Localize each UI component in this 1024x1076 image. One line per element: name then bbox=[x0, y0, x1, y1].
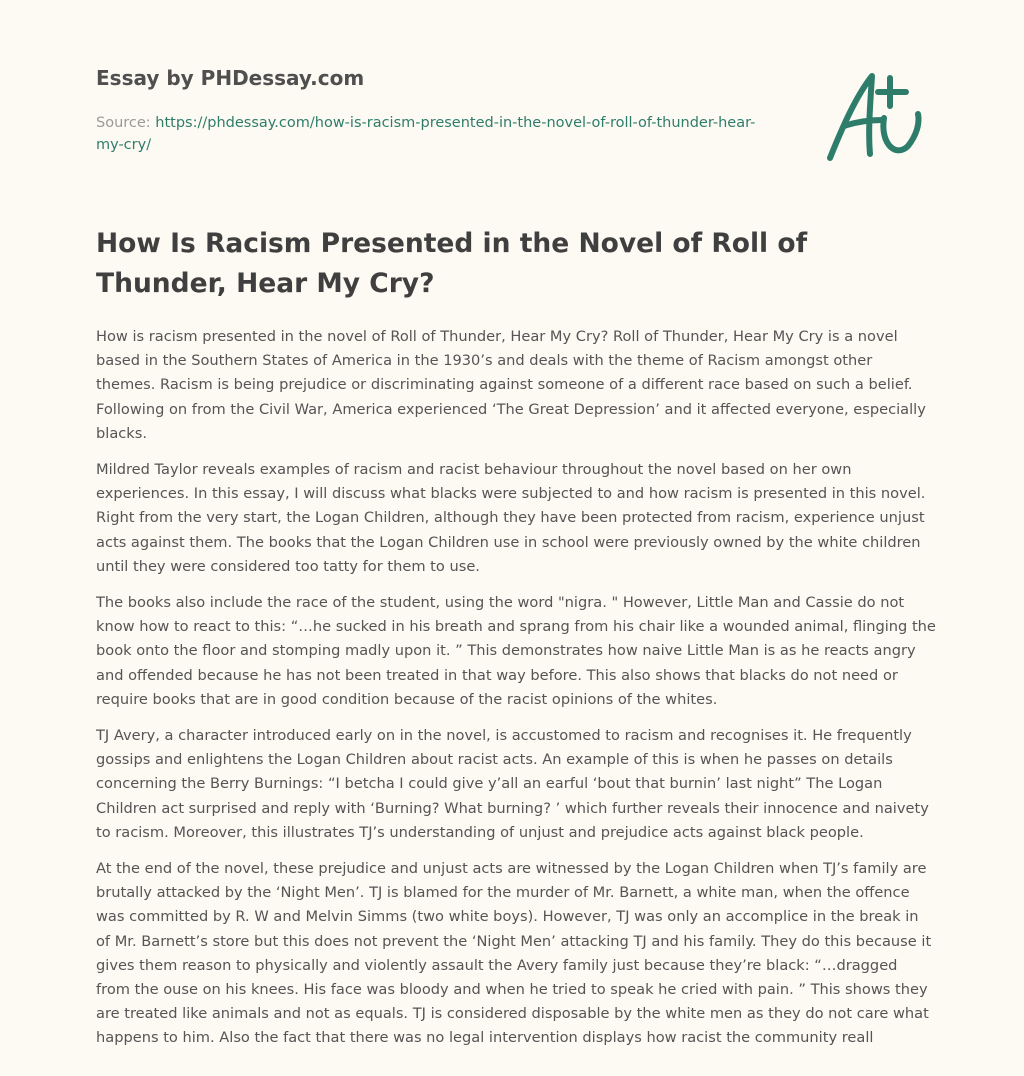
a-plus-grade-icon bbox=[820, 66, 930, 166]
paragraph: At the end of the novel, these prejudice and unjust acts are witnessed by the Logan Children when TJ’s family are brutally attacked by the ‘Night Men’. TJ is blamed for the murder of Mr. Barnett, a white man, when the offence was committed by R. W and Melvin Simms (two white boys). However, TJ was only an accomplice in the break in of Mr. Barnett’s store but this does not prevent the ‘Night Men’ attacking TJ and his family. They do this because it gives them reason to physically and violently assault the Avery family just because they’re black: “…dragged from the ouse on his knees. His face was bloody and when he tried to speak he cried with pain. ” This shows they are treated like animals and not as equals. TJ is considered disposable by the white men as they do not care what happens to him. Also the fact that there was no legal intervention displays how racist the community reall bbox=[96, 860, 932, 1047]
essay-title: How Is Racism Presented in the Novel of Roll of Thunder, Hear My Cry? bbox=[96, 228, 808, 299]
source-line bbox=[96, 112, 756, 156]
source-label: Source: bbox=[96, 115, 151, 131]
paragraph: Mildred Taylor reveals examples of racism and racist behaviour throughout the novel based on her own experiences. In this essay, I will discuss what blacks were subjected to and how racism is presented in this novel. Right from the very start, the Logan Children, although they have been protected from racism, experience unjust acts against them. The books that the Logan Children use in school were previously owned by the white children until they were considered too tatty for them to use. bbox=[96, 461, 926, 575]
essay-body bbox=[96, 325, 936, 1063]
source-link[interactable]: https://phdessay.com/how-is-racism-presented-in-the-novel-of-roll-of-thunder-hear-my-cry/ bbox=[96, 115, 756, 153]
paragraph: TJ Avery, a character introduced early on in the novel, is accustomed to racism and recognises it. He frequently gossips and enlightens the Logan Children about racist acts. An example of this is when he passes on details concerning the Berry Burnings: “I betcha I could give y’all an earful ‘bout that burnin’ last night” The Logan Children act surprised and reply with ‘Burning? What burning? ’ which further reveals their innocence and naivety to racism. Moreover, this illustrates TJ’s understanding of unjust and prejudice acts against black people. bbox=[96, 727, 929, 841]
paragraph: The books also include the race of the student, using the word "nigra. " However, Little Man and Cassie do not know how to react to this: “…he sucked in his breath and sprang from his chair like a wounded animal, flinging the book onto the floor and stomping madly upon it. ” This demonstrates how naive Little Man is as he reacts angry and offended because he has not been treated in that way before. This also shows that blacks do not need or require books that are in good condition because of the racist opinions of the whites. bbox=[96, 594, 936, 708]
site-title: Essay by PHDessay.com bbox=[96, 66, 365, 90]
paragraph: How is racism presented in the novel of Roll of Thunder, Hear My Cry? Roll of Thunder, Hear My Cry is a novel based in the Southern States of America in the 1930’s and deals with the theme of Racism amongst other themes. Racism is being prejudice or discriminating against someone of a different race based on such a belief. Following on from the Civil War, America experienced ‘The Great Depression’ and it affected everyone, especially blacks. bbox=[96, 328, 926, 442]
